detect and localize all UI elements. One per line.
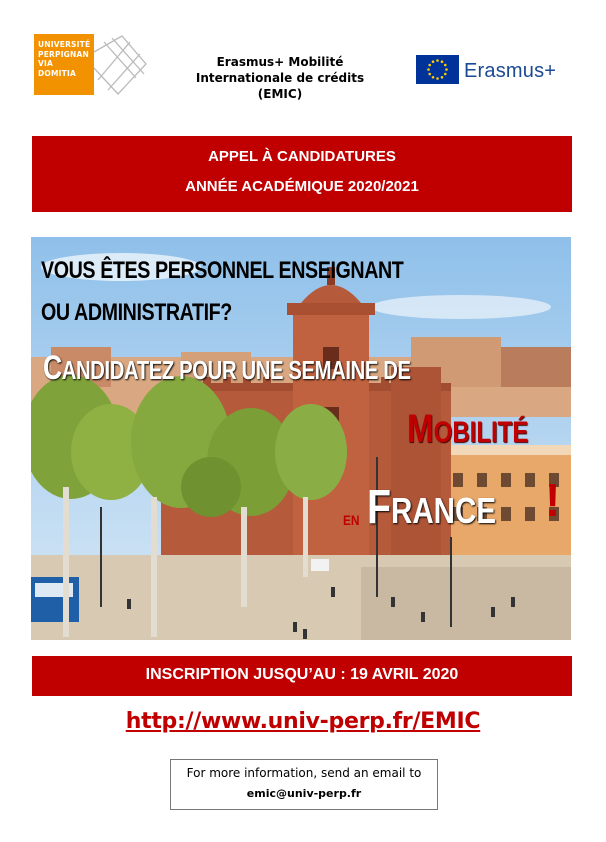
eu-star-icon — [441, 60, 444, 63]
program-title — [170, 54, 390, 102]
eu-flag-icon — [416, 55, 459, 84]
eu-star-icon — [427, 68, 430, 71]
university-logo-line: VIA — [38, 59, 53, 68]
overlay-mobility-word — [407, 407, 528, 452]
academic-year: ANNÉE ACADÉMIQUE 2020/2021 — [185, 178, 419, 195]
university-logo-line: PERPIGNAN — [38, 49, 89, 59]
erasmus-plus-logo: Erasmus+ — [464, 60, 557, 82]
call-for-applications-banner — [32, 136, 572, 212]
university-logo — [34, 34, 94, 95]
castillet-perpignan-photo — [31, 237, 571, 640]
eu-star-icon — [436, 59, 439, 62]
eu-star-icon — [428, 64, 431, 67]
eu-star-icon — [428, 73, 431, 76]
eu-star-icon — [432, 76, 435, 79]
program-title-line: Internationale de crédits — [195, 71, 365, 85]
overlay-mobility-rest: OBILITÉ — [433, 416, 529, 449]
overlay-exclamation: ! — [545, 474, 561, 526]
university-logo-line: DOMITIA — [38, 68, 76, 78]
program-title-line: Erasmus+ Mobilité — [216, 55, 344, 69]
overlay-mobility-initial: M — [407, 407, 434, 451]
overlay-apply-rest: ANDIDATEZ POUR UNE SEMAINE DE — [61, 355, 411, 385]
overlay-en-word: EN — [343, 512, 360, 528]
overlay-headline-line2: OU ADMINISTRATIF? — [41, 299, 232, 326]
eu-star-icon — [436, 77, 439, 80]
overlay-france-rest: RANCE — [391, 490, 497, 531]
overlay-apply-initial: C — [43, 349, 62, 387]
eu-star-icon — [444, 73, 447, 76]
overlay-headline-line1: VOUS ÊTES PERSONNEL ENSEIGNANT — [41, 257, 404, 284]
overlay-france-word — [367, 480, 496, 535]
contact-info-text: For more information, send an email to — [186, 766, 422, 780]
university-logo-line: UNIVERSITÉ — [38, 40, 91, 49]
contact-info-box — [170, 759, 438, 810]
eu-star-icon — [432, 60, 435, 63]
overlay-france-initial: F — [367, 481, 392, 534]
eu-star-icon — [441, 76, 444, 79]
emic-website-link[interactable]: http://www.univ-perp.fr/EMIC — [125, 709, 481, 734]
overlay-apply-line — [43, 349, 411, 388]
program-title-line: (EMIC) — [257, 87, 303, 101]
eu-star-icon — [445, 68, 448, 71]
eu-star-icon — [444, 64, 447, 67]
university-lattice-logo-icon — [90, 34, 148, 96]
registration-deadline-banner: INSCRIPTION JUSQU’AU : 19 AVRIL 2020 — [32, 656, 572, 696]
contact-email-link[interactable]: emic@univ-perp.fr — [246, 787, 362, 800]
call-title: APPEL À CANDIDATURES — [208, 148, 396, 165]
